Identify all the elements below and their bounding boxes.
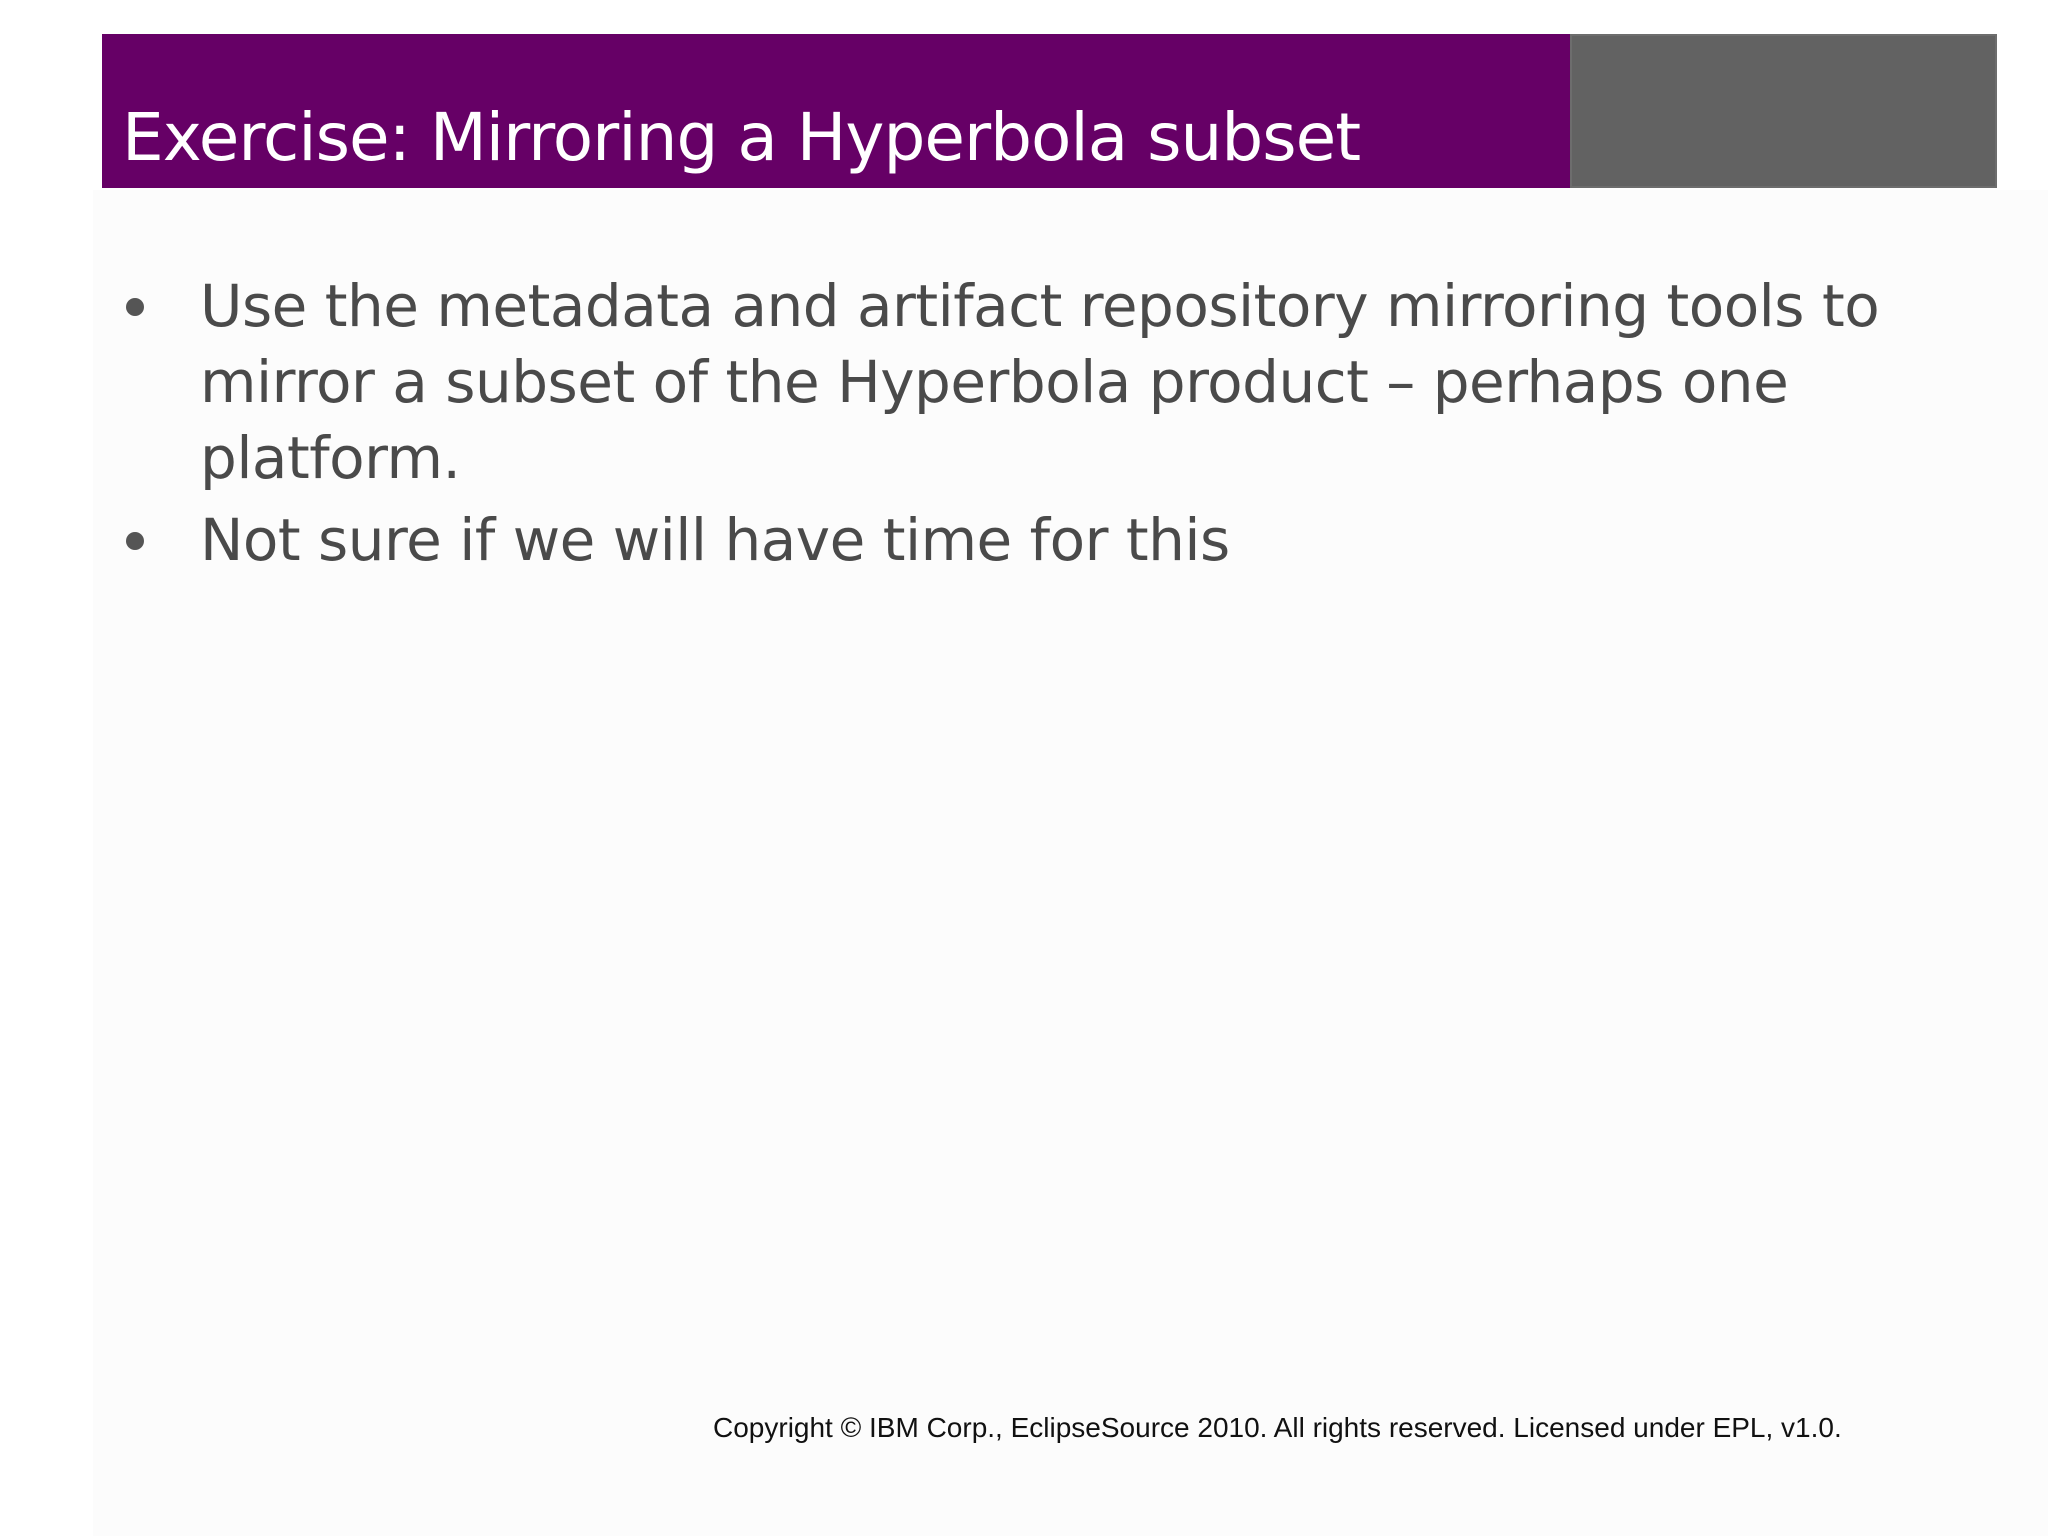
bullet-item — [122, 268, 1902, 496]
slide-title: Exercise: Mirroring a Hyperbola subset — [122, 99, 1361, 176]
copyright-footer: Copyright © IBM Corp., EclipseSource 2010. All rights reserved. Licensed under EPL, v1.0. — [713, 1412, 1842, 1443]
bullet-item — [122, 502, 1902, 578]
bullet-dot-icon — [126, 532, 144, 550]
title-bar-gray-block — [1570, 34, 1997, 188]
bullet-list — [122, 268, 1902, 584]
bullet-dot-icon — [126, 298, 144, 316]
bullet-text: Use the metadata and artifact repository mirroring tools to mirror a subset of the Hyperbola product – perhaps one platform. — [200, 272, 1880, 492]
bullet-text: Not sure if we will have time for this — [200, 506, 1230, 574]
